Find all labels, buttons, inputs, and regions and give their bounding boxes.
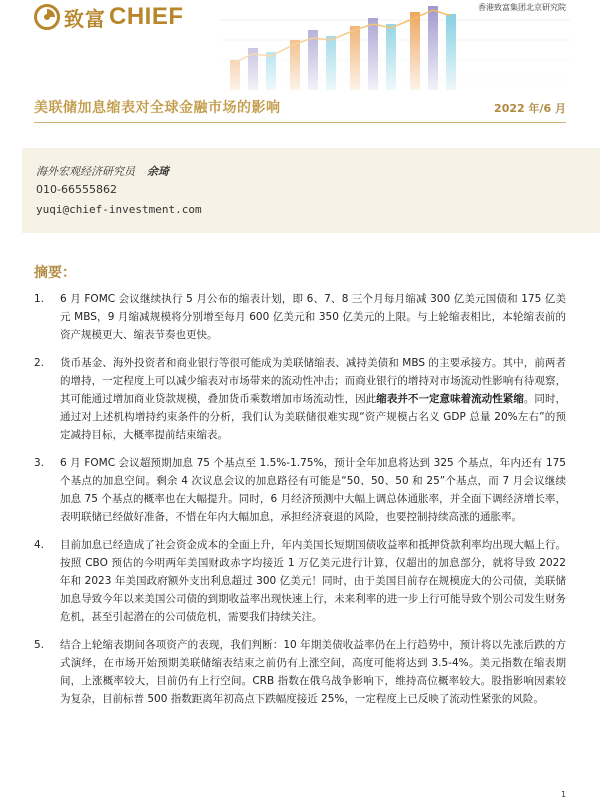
list-item-number: 3. [34, 457, 45, 469]
report-title: 美联储加息缩表对全球金融市场的影响 [34, 100, 281, 116]
list-item [34, 636, 566, 708]
list-item-number: 5. [34, 639, 45, 651]
list-item-number: 2. [34, 357, 45, 369]
author-dept: 海外宏观经济研究员 [36, 165, 135, 178]
summary-list [34, 290, 566, 718]
list-item [34, 290, 566, 344]
institute-name: 香港致富集团北京研究院 [478, 3, 566, 12]
title-divider [34, 122, 566, 123]
summary-heading: 摘要： [34, 265, 76, 281]
report-date: 2022 年/6 月 [494, 102, 566, 115]
list-item-emphasis: 缩表并不一定意味着流动性紧缩 [376, 393, 524, 405]
list-item-text: 结合上轮缩表期间各项资产的表现，我们判断：10 年期美债收益率仍在上行趋势中，预计将以先涨后跌的方式演绎，在市场开始预期美联储缩表结束之前仍有上涨空间，高度可能将达到 3.5-4%。美元指数在缩表期间，上涨概率较大，目前仍有上行空间。CRB 指数在俄乌战争影响下，维持高位概率较大。股指影响因素较为复杂，目前标普 500 指数距离年初高点下跌幅度接近 25%，一定程度上已反映了流动性紧张的风险。 [60, 639, 566, 705]
list-item [34, 454, 566, 526]
list-item-text-part: 货币基金、海外投资者和商业银行等很可能成为美联储缩表、减持美债和 MBS 的主要承接方。其中，前两者的增持，一定程度上可以减少缩表对市场带来的流动性冲击；而商业银行的增持对市场流动性影响有待观察，其可能通过增加商业贷款规模，叠加货币乘数增加市场流动性，因此 [60, 357, 566, 405]
list-item-text: 6 月 FOMC 会议继续执行 5 月公布的缩表计划，即 6、7、8 三个月每月缩减 300 亿美元国债和 175 亿美元 MBS，9 月缩减规模将分别增至每月 600 亿美元和 350 亿美元的上限。与上轮缩表相比，本轮缩表前的资产规模更大、缩表节奏也更快。 [60, 293, 566, 341]
list-item-number: 1. [34, 293, 45, 305]
author-name: 余琦 [147, 165, 169, 178]
page-number: 1 [561, 790, 567, 799]
author-email: yuqi@chief-investment.com [36, 203, 202, 216]
author-info-box [22, 148, 600, 233]
logo-text-en: CHIEF [109, 3, 184, 30]
logo-text-cn: 致富 [64, 6, 106, 31]
logo-mark-icon [34, 4, 60, 30]
list-item-text: 6 月 FOMC 会议超预期加息 75 个基点至 1.5%-1.75%，预计全年加息将达到 325 个基点，年内还有 175 个基点的加息空间。剩余 4 次议息会议的加息路径有可能是“50、50、50 和 25”个基点，而 7 月会议继续加息 75 个基点的概率也在大幅提升。同时，6 月经济预测中大幅上调总体通胀率，并全面下调经济增长率，表明联储已经做好准备，不惜在年内大幅加息，承担经济衰退的风险，也要控制持续高涨的通胀率。 [60, 457, 566, 523]
author-phone: 010-66555862 [36, 183, 117, 196]
header-banner-graphic [190, 0, 600, 92]
list-item [34, 354, 566, 444]
list-item-number: 4. [34, 539, 45, 551]
company-logo [34, 2, 184, 32]
list-item-text-part: 。同时，通过对上述机构增持约束条件的分析，我们认为美联储很难实现“资产规模占名义 GDP 总量 20%左右”的预定减持目标，大概率提前结束缩表。 [60, 393, 567, 441]
author-role-line [36, 163, 169, 179]
list-item [34, 536, 566, 626]
list-item-text [60, 354, 566, 444]
list-item-text: 目前加息已经造成了社会资金成本的全面上升，年内美国长短期国债收益率和抵押贷款利率均出现大幅上行。按照 CBO 预估的今明两年美国财政赤字均接近 1 万亿美元进行计算，仅超出的加息部分，就将导致 2022 年和 2023 年美国政府额外支出利息超过 300 亿美元！同时，由于美国目前存在规模庞大的公司债，美联储加息导致今年以来美国公司债的到期收益率出现快速上行，未来利率的进一步上行可能导致个别公司发生财务危机，甚至引起潜在的公司债危机，需要我们持续关注。 [60, 539, 566, 623]
